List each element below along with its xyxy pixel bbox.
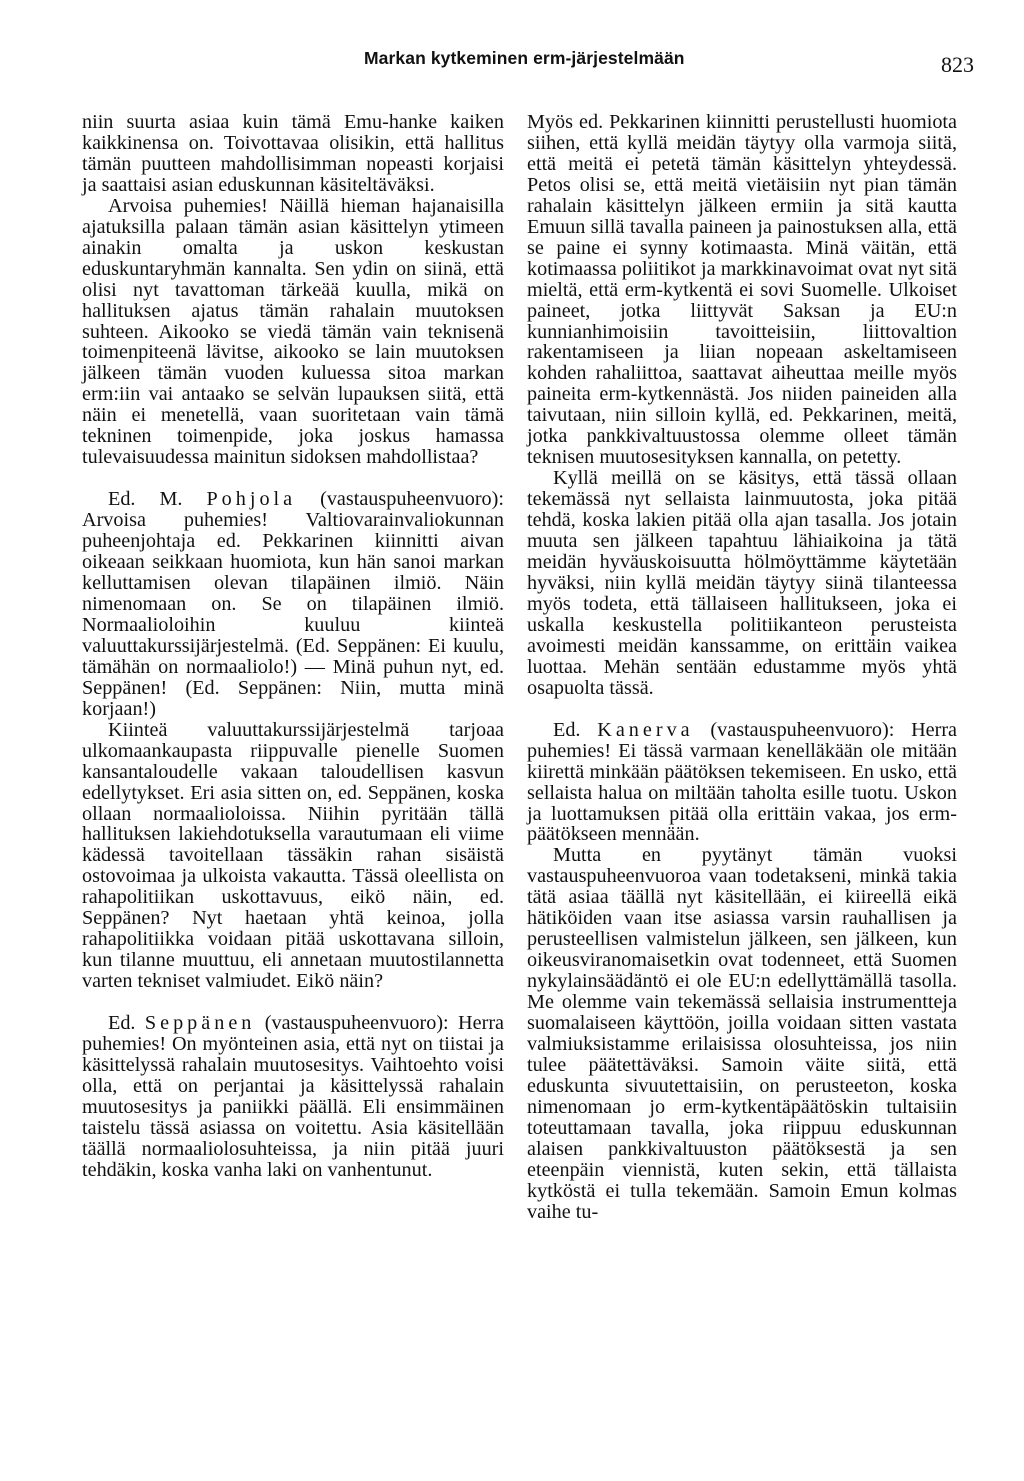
speaker-name: Kanerva bbox=[597, 718, 694, 741]
speaker-paragraph bbox=[82, 489, 504, 719]
speaker-name: Pohjola bbox=[206, 488, 297, 511]
speaker-name: Seppänen bbox=[144, 1012, 256, 1035]
speaker-paragraph bbox=[82, 1013, 504, 1181]
speaker-prefix: Ed. M. bbox=[108, 488, 183, 511]
running-head: Markan kytkeminen erm-järjestelmään bbox=[364, 48, 685, 68]
speaker-paragraph bbox=[527, 720, 957, 846]
paragraph: niin suurta asiaa kuin tämä Emu-hanke kaiken kaikkinensa on. Toivottavaa olisikin, että hallitus tämän puutteen mahdollisimman nopeasti korjaisi ja saattaisi asian eduskunnan käsiteltäväksi. bbox=[82, 111, 504, 196]
speaker-prefix: Ed. bbox=[108, 1012, 136, 1035]
paragraph: Kyllä meillä on se käsitys, että tässä ollaan tekemässä nyt sellaista lainmuutosta, joka pitää tehdä, koska lakien pitää olla ajan tasalla. Jos jotain muuta sen jälkeen tapahtuu lähiaikoina ja tätä meidän hyväuskoisuutta hölmöyttämme käytetään hyväksi, niin kyllä meidän täytyy siinä tilanteessa myös todeta, että tällaiseen hallitukseen, joka ei uskalla keskustella politiikanteon perusteista avoimesti meidän kanssamme, on erittäin vaikea luottaa. Mehän sentään edustamme myös yhtä osapuolta tässä. bbox=[527, 467, 957, 699]
paragraph: Arvoisa puhemies! Näillä hieman hajanaisilla ajatuksilla palaan tämän asian käsittelyn ytimeen ainakin omalta ja uskon keskustan eduskuntaryhmän kannalta. Sen ydin on siinä, että olisi nyt tavattoman tärkeää kuulla, mikä on hallituksen ajatus tämän rahalain muutoksen suhteen. Aikooko se viedä tämän vain teknisenä toimenpiteenä lävitse, aikooko se lain muutoksen jälkeen tämän vuoden kuluessa sitoa markan erm:iin vai antaako se selvän lupauksen siitä, että näin ei menetellä, vaan suoritetaan vain tämä tekninen toimenpide, joka joskus hamassa tulevaisuudessa mainitun sidoksen mahdollistaa? bbox=[82, 194, 504, 469]
right-column bbox=[527, 112, 957, 1223]
speaker-prefix: Ed. bbox=[553, 718, 581, 741]
left-column bbox=[82, 112, 504, 1181]
speech-text: (vastauspuheenvuoro): Herra puhemies! On myönteinen asia, että nyt on tiistai ja käsittelyssä rahalain muutosesitys. Vaihtoehto voisi olla, että on perjantai ja käsittelyssä rahalain muutosesitys ja paniikki päällä. Eli ensimmäinen taistelu tässä asiassa on voitettu. Asia käsitellään täällä normaaliolosuhteissa, ja niin pitää juuri tehdäkin, koska vanha laki on vanhentunut. bbox=[82, 1012, 505, 1181]
page-number: 823 bbox=[941, 52, 974, 77]
speech-text: (vastauspuheenvuoro): Herra puhemies! Ei tässä varmaan kenelläkään ole mitään kiirettä minkään päätöksen tekemiseen. En usko, että sellaista halua on miltään taholta esille tuotu. Uskon ja luottamuksen pitää olla erittäin vakaa, jos erm-päätökseen mennään. bbox=[527, 718, 958, 846]
paragraph: Mutta en pyytänyt tämän vuoksi vastauspuheenvuoroa vaan todetakseni, minkä takia tätä asiaa täällä nyt käsitellään, ei kiireellä eikä hätiköiden vaan itse asiassa varsin rauhallisen ja perusteellisen valmistelun jälkeen, sen jälkeen, kun oikeusviranomaisetkin ovat todenneet, että Suomen nykylainsäädäntö ei ole EU:n edellyttämällä tasolla. Me olemme vain tekemässä sellaisia instrumentteja suomalaiseen käyttöön, joilla voidaan sitten vastata valmiuksistamme erilaisissa olosuhteissa, jos niin tulee päätettäväksi. Samoin väite siitä, että eduskunta sivuutettaisiin, on perusteeton, koska nimenomaan jo erm-kytkentäpäätöskin tultaisiin toteuttamaan tavalla, joka riippuu eduskunnan alaisen pankkivaltuuston päätöksestä ja sen eteenpäin viennistä, kuten sekin, että tällaista kytköstä ei tulla tekemään. Samoin Emun kolmas vaihe tu- bbox=[527, 844, 957, 1223]
speech-text: (vastauspuheenvuoro): Arvoisa puhemies! Valtiovarainvaliokunnan puheenjohtaja ed. Pekkarinen kiinnitti aivan oikeaan seikkaan huomiota, kun hän sanoi markan kelluttamisen olevan tilapäinen ilmiö. Näin nimenomaan on. Se on tilapäinen ilmiö. Normaalioloihin kuuluu kiinteä valuuttakurssijärjestelmä. (Ed. Seppänen: Ei kuulu, tämähän on normaaliolo!) — Minä puhun nyt, ed. Seppänen! (Ed. Seppänen: Niin, mutta minä korjaan!) bbox=[82, 488, 504, 720]
page-header bbox=[0, 48, 1024, 88]
paragraph: Myös ed. Pekkarinen kiinnitti perustellusti huomiota siihen, että kyllä meidän täytyy olla varmoja siitä, että meitä ei petetä tämän käsittelyn yhteydessä. Petos olisi se, että meitä vietäisiin nyt pian tämän rahalain käsittelyn jälkeen ermiin ja sitä kautta Emuun sillä tavalla paineen ja painostuksen alla, että se paine ei synny kotimaasta. Minä väitän, että kotimaassa poliitikot ja markkinavoimat ovat nyt sitä mieltä, että erm-kytkentä ei sovi Suomelle. Ulkoiset paineet, jotka liittyvät Saksan ja EU:n kunnianhimoisiin tavoitteisiin, liittovaltion rakentamiseen ja liian nopeaan askeltamiseen kohden rahaliittoa, saattavat aiheuttaa meille myös paineita erm-kytkennästä. Jos niiden paineiden alla taivutaan, niin silloin kyllä, ed. Pekkarinen, meitä, jotka pankkivaltuustossa olemme olleet tämän teknisen muutosesityksen kannalla, on petetty. bbox=[527, 111, 957, 469]
paragraph: Kiinteä valuuttakurssijärjestelmä tarjoaa ulkomaankaupasta riippuvalle pienelle Suomen kansantaloudelle vakaan taloudellisen kasvun edellytykset. Eri asia sitten on, ed. Seppänen, koska ollaan normaalioloissa. Niihin pyritään tällä hallituksen lakiehdotuksella varautumaan eli viime kädessä tavoitellaan tässäkin rahan sisäistä ostovoimaa ja ulkoista vakautta. Tässä oleellista on rahapolitiikan uskottavuus, eikö näin, ed. Seppänen? Nyt haetaan yhtä keinoa, jolla rahapolitiikka voidaan pitää uskottavana silloin, kun tilanne muuttuu, eli annetaan muutostilannetta varten tekniset valmiudet. Eikö näin? bbox=[82, 718, 504, 993]
